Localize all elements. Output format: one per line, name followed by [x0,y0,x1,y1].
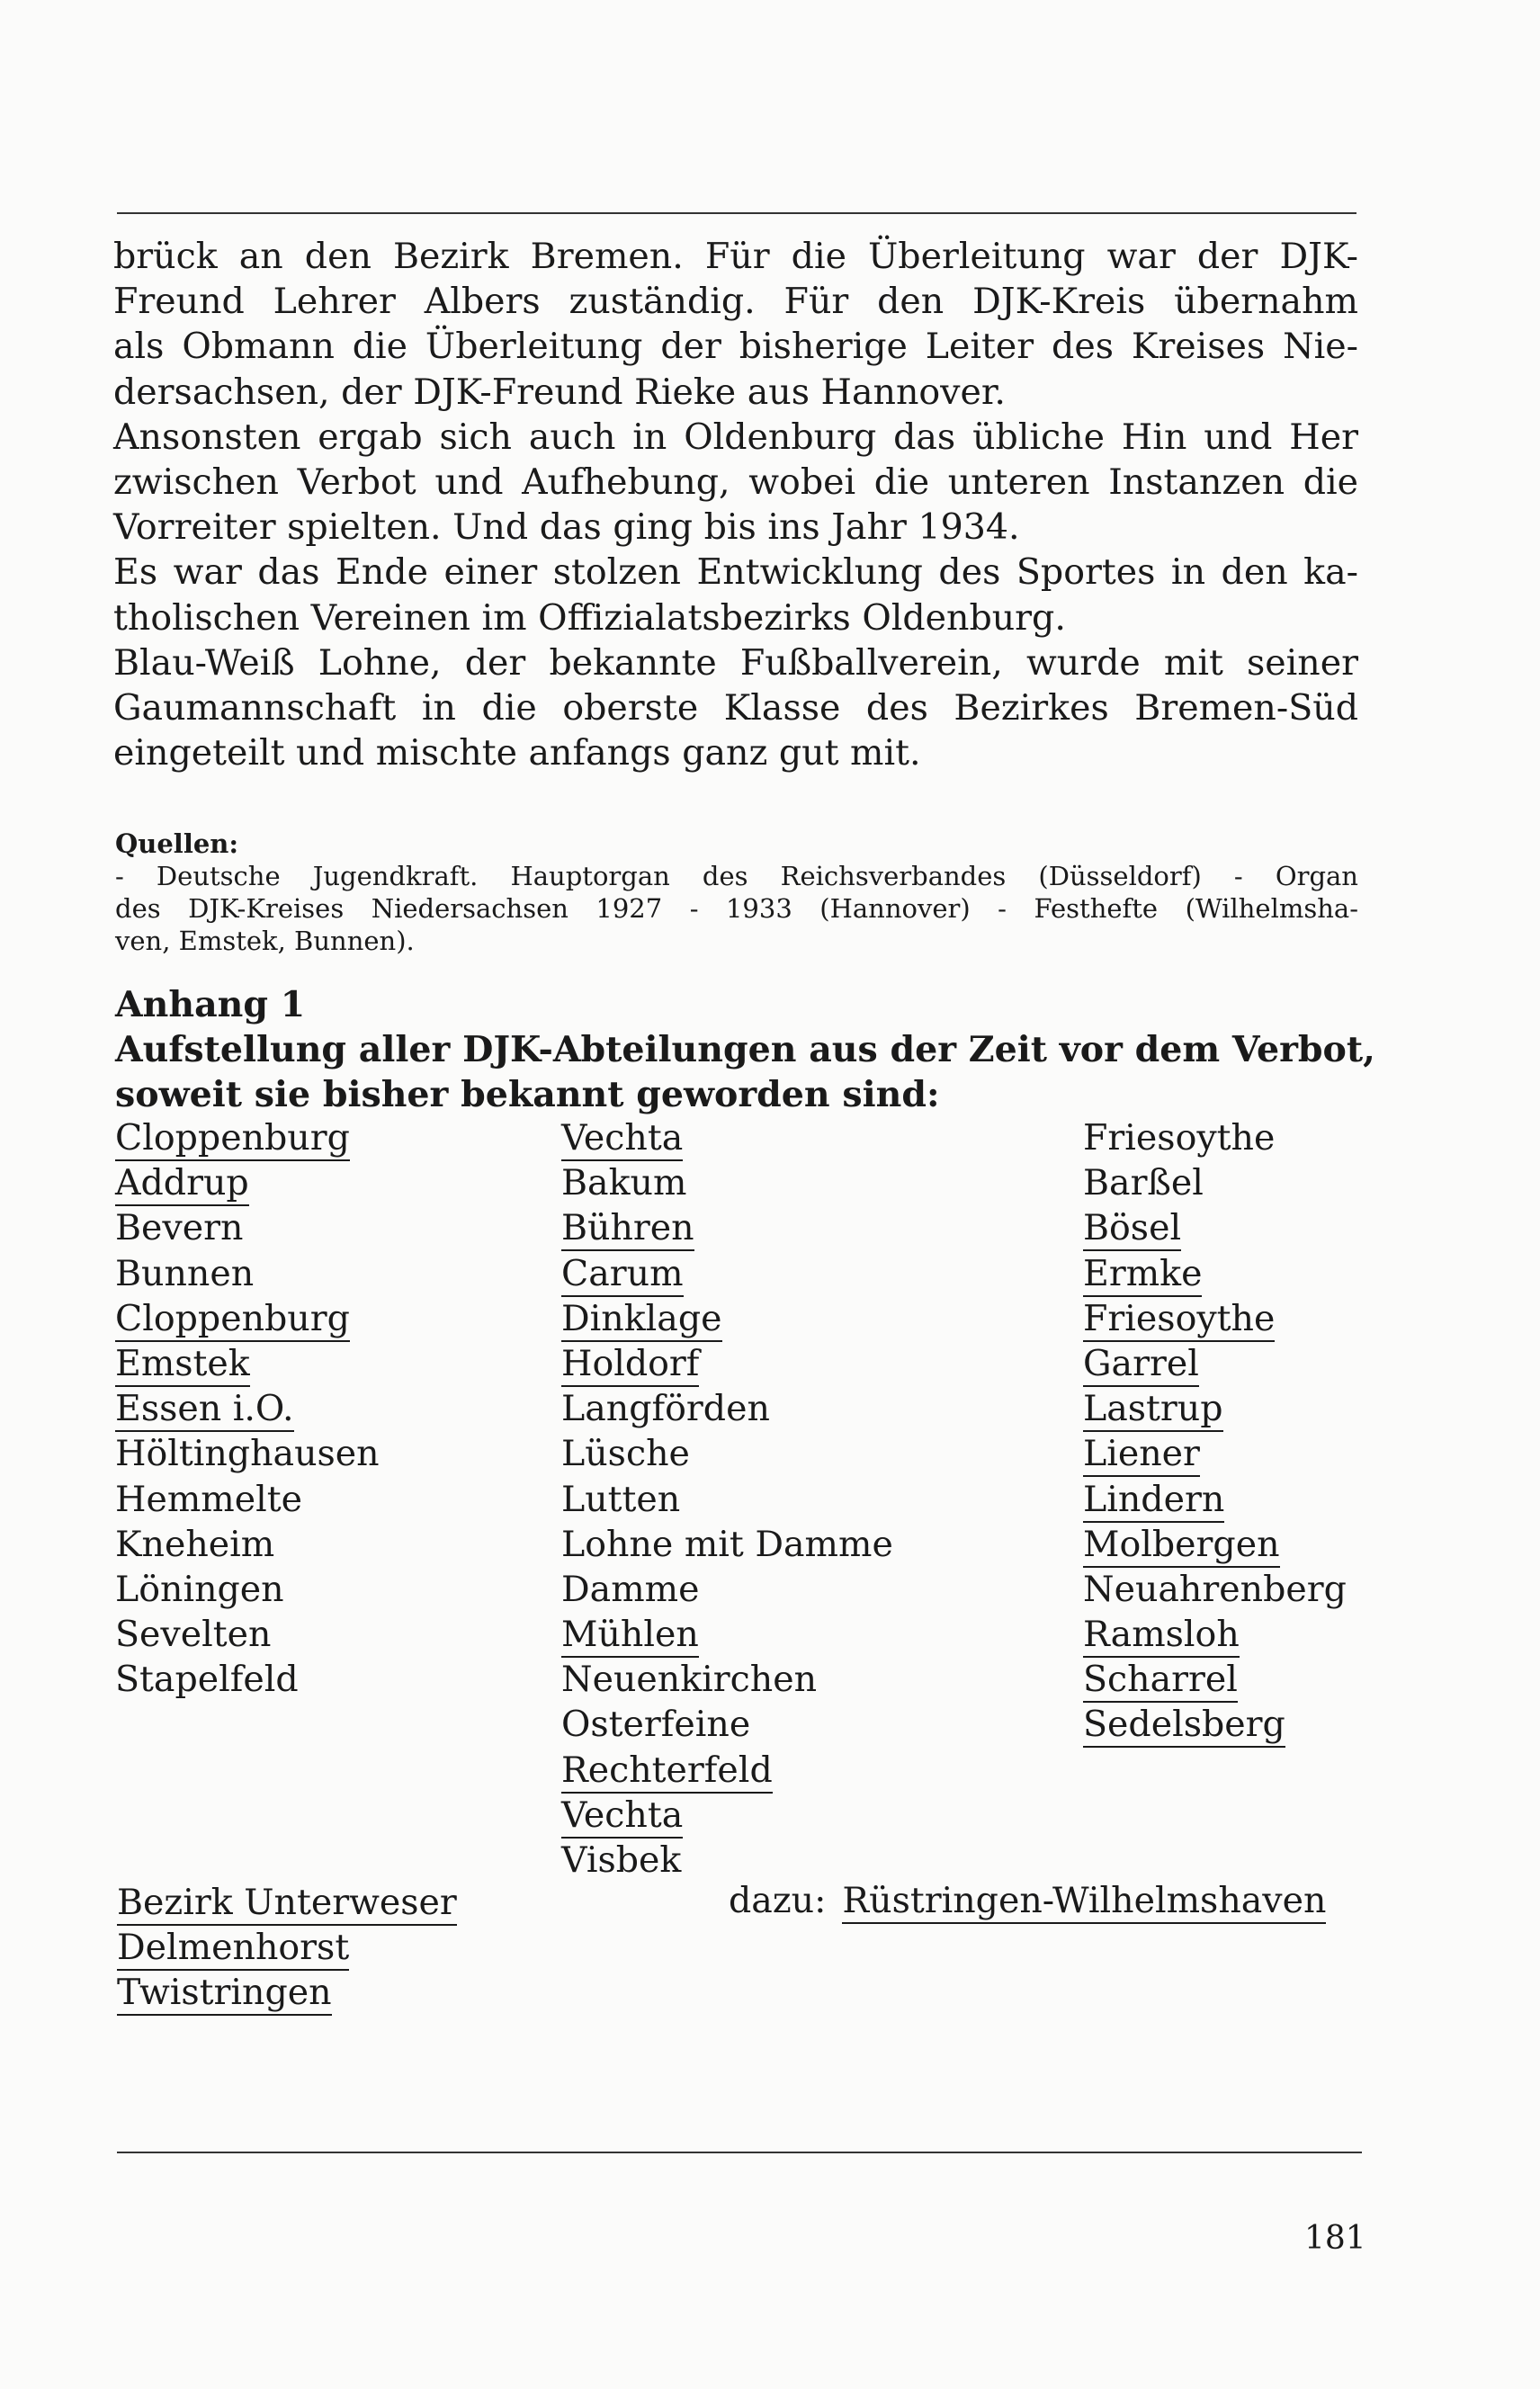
list-item: Bunnen [115,1252,255,1294]
list-item: Liener [1083,1431,1347,1476]
body-line: Ansonsten ergab sich auch in Oldenburg das übliche Hin und Her [113,416,1358,458]
appendix-heading [115,982,1375,1117]
body-line: tholischen Vereinen im Offizialatsbezirks Oldenburg. [113,596,1066,639]
sources-line: des DJK-Kreises Niedersachsen 1927 - 1933 (Hannover) - Festhefte (Wilhelmsha- [115,893,1358,924]
list-item: Neuahrenberg [1083,1568,1347,1610]
list-item: Holdorf [561,1341,893,1386]
appendix-title: Aufstellung aller DJK-Abteilungen aus der Zeit vor dem Verbot, [115,1029,1375,1070]
district-list-friesoythe [1083,1115,1347,1748]
body-line: brück an den Bezirk Bremen. Für die Überleitung war der DJK- [113,236,1358,277]
list-item: Barßel [1083,1162,1204,1204]
list-item: Mühlen [561,1612,893,1657]
list-item: Delmenhorst [117,1925,457,1970]
district-list-cloppenburg [115,1115,380,1702]
body-line: als Obmann die Überleitung der bisherige Leiter des Kreises Nie- [113,326,1358,368]
additional-entry-label: dazu: [729,1880,827,1921]
header-rule [117,212,1356,214]
list-item: Neuenkirchen [561,1659,818,1701]
sources-section [115,828,1358,957]
list-item: Ramsloh [1083,1612,1347,1657]
list-item: Bezirk Unterweser [117,1880,457,1925]
list-item: Essen i.O. [115,1386,380,1431]
list-item: Cloppenburg [115,1296,380,1341]
list-item: Bühren [561,1205,893,1250]
footer-rule [117,2152,1362,2153]
list-item: Dinklage [561,1296,893,1341]
body-line: Vorreiter spielten. Und das ging bis ins Jahr 1934. [113,506,1020,549]
list-item: Damme [561,1568,700,1610]
body-line: Freund Lehrer Albers zuständig. Für den DJK-Kreis übernahm [113,281,1358,323]
list-item: Molbergen [1083,1522,1347,1567]
additional-entry [729,1880,1326,1924]
district-list-unterweser [117,1880,457,2016]
list-item: Kneheim [115,1523,275,1565]
sources-heading: Quellen: [115,828,239,859]
list-item: Stapelfeld [115,1659,299,1701]
body-line: Gaumannschaft in die oberste Klasse des Bezirkes Bremen-Süd [113,687,1358,729]
page-number: 181 [1304,2220,1366,2257]
body-line: Blau-Weiß Lohne, der bekannte Fußballverein, wurde mit seiner [113,641,1358,684]
additional-entry-value: Rüstringen-Wilhelmshaven [842,1881,1326,1924]
list-item: Bevern [115,1207,244,1249]
list-item: Lastrup [1083,1386,1347,1431]
sources-line: ven, Emstek, Bunnen). [115,926,415,956]
body-line: dersachsen, der DJK-Freund Rieke aus Hannover. [113,371,1006,413]
appendix-title: soweit sie bisher bekannt geworden sind: [115,1074,940,1115]
body-line: eingeteilt und mischte anfangs ganz gut mit. [113,732,921,774]
list-item: Langförden [561,1388,770,1430]
list-item: Lüsche [561,1433,690,1475]
list-item: Cloppenburg [115,1115,380,1160]
list-item: Visbek [561,1839,682,1881]
body-paragraph [113,234,1358,775]
list-item: Emstek [115,1341,380,1386]
list-item: Lindern [1083,1477,1347,1522]
list-item: Osterfeine [561,1704,751,1746]
list-item: Addrup [115,1160,380,1205]
list-item: Sevelten [115,1614,272,1656]
list-item: Vechta [561,1793,893,1838]
list-item: Ermke [1083,1251,1347,1296]
list-item: Garrel [1083,1341,1347,1386]
list-item: Rechterfeld [561,1748,893,1793]
list-item: Sedelsberg [1083,1702,1347,1747]
list-item: Hemmelte [115,1478,302,1520]
list-item: Friesoythe [1083,1296,1347,1341]
list-item: Vechta [561,1115,893,1160]
list-item: Lohne mit Damme [561,1523,893,1565]
list-item: Twistringen [117,1970,457,2015]
list-item: Scharrel [1083,1657,1347,1702]
list-item: Carum [561,1251,893,1296]
list-item: Höltinghausen [115,1433,380,1475]
list-item: Lutten [561,1478,681,1520]
body-line: Es war das Ende einer stolzen Entwicklung des Sportes in den ka- [113,551,1358,594]
list-item: Bösel [1083,1205,1347,1250]
list-item: Friesoythe [1083,1117,1276,1159]
body-line: zwischen Verbot und Aufhebung, wobei die unteren Instanzen die [113,461,1358,504]
list-item: Bakum [561,1162,687,1204]
sources-line: - Deutsche Jugendkraft. Hauptorgan des Reichsverbandes (Düsseldorf) - Organ [115,861,1358,891]
appendix-label: Anhang 1 [115,984,306,1025]
district-list-vechta [561,1115,893,1883]
list-item: Löningen [115,1568,284,1610]
